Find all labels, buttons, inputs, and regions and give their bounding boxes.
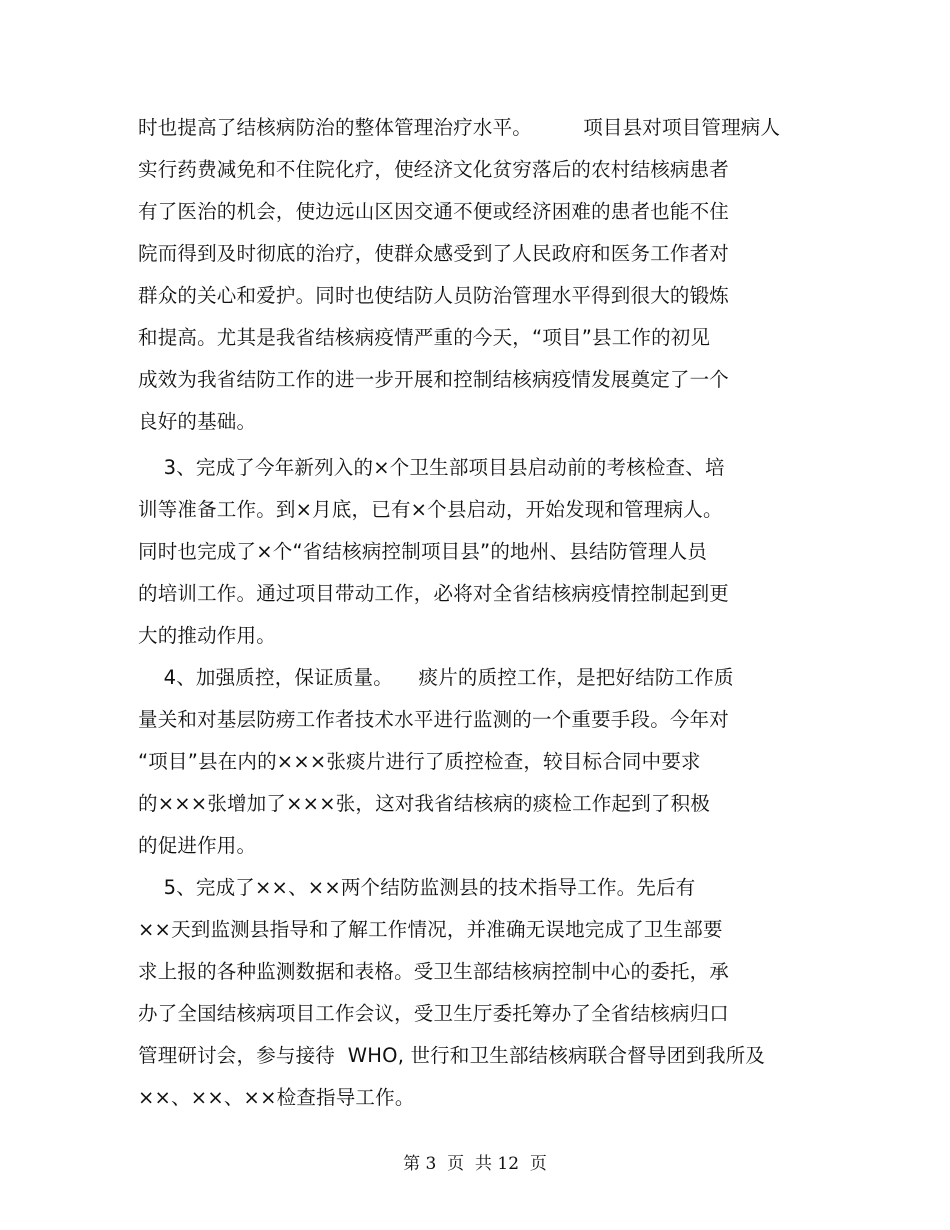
paragraph-line: 同时也完成了×个“省结核病控制项目县”的地州、县结防管理人员	[138, 540, 708, 563]
paragraph-line: 实行药费减免和不住院化疗，使经济文化贫穷落后的农村结核病患者	[138, 158, 730, 181]
paragraph-line: 量关和对基层防痨工作者技术水平进行监测的一个重要手段。今年对	[138, 708, 730, 731]
paragraph-line: 办了全国结核病项目工作会议，受卫生厅委托筹办了全省结核病归口	[138, 1002, 730, 1025]
page-number-footer: 第 3 页 共 12 页	[403, 1154, 547, 1174]
paragraph-line: 的×××张增加了×××张，这对我省结核病的痰检工作起到了积极	[138, 792, 711, 815]
paragraph-line: ××、××、××检查指导工作。	[138, 1086, 415, 1109]
paragraph-line: 有了医治的机会，使边远山区因交通不便或经济困难的患者也能不住	[138, 200, 730, 223]
paragraph-line: ××天到监测县指导和了解工作情况，并准确无误地完成了卫生部要	[138, 918, 723, 941]
paragraph-line: 良好的基础。	[138, 410, 257, 433]
paragraph-line: “项目”县在内的×××张痰片进行了质控检查，较目标合同中要求	[138, 750, 701, 773]
paragraph-line: 时也提高了结核病防治的整体管理治疗水平。 项目县对项目管理病人	[138, 116, 781, 139]
paragraph-line: 群众的关心和爱护。同时也使结防人员防治管理水平得到很大的锻炼	[138, 284, 730, 307]
paragraph-line: 的促进作用。	[138, 834, 257, 857]
paragraph-line: 院而得到及时彻底的治疗，使群众感受到了人民政府和医务工作者对	[138, 242, 730, 265]
paragraph-line: 求上报的各种监测数据和表格。受卫生部结核病控制中心的委托，承	[138, 960, 730, 983]
paragraph-line: 成效为我省结防工作的进一步开展和控制结核病疫情发展奠定了一个	[138, 368, 730, 391]
paragraph-line: 训等准备工作。到×月底，已有×个县启动，开始发现和管理病人。	[138, 498, 723, 521]
paragraph-line: 大的推动作用。	[138, 624, 276, 647]
paragraph-line: 和提高。尤其是我省结核病疫情严重的今天，“项目”县工作的初见	[138, 326, 711, 349]
paragraph-line: 4、加强质控，保证质量。 痰片的质控工作，是把好结防工作质	[138, 666, 734, 689]
paragraph-line: 3、完成了今年新列入的×个卫生部项目县启动前的考核检查、培	[138, 456, 725, 479]
paragraph-line: 5、完成了××、××两个结防监测县的技术指导工作。先后有	[138, 876, 696, 899]
paragraph-line: 管理研讨会，参与接待 WHO, 世行和卫生部结核病联合督导团到我所及	[138, 1044, 766, 1067]
paragraph-line: 的培训工作。通过项目带动工作，必将对全省结核病疫情控制起到更	[138, 582, 730, 605]
